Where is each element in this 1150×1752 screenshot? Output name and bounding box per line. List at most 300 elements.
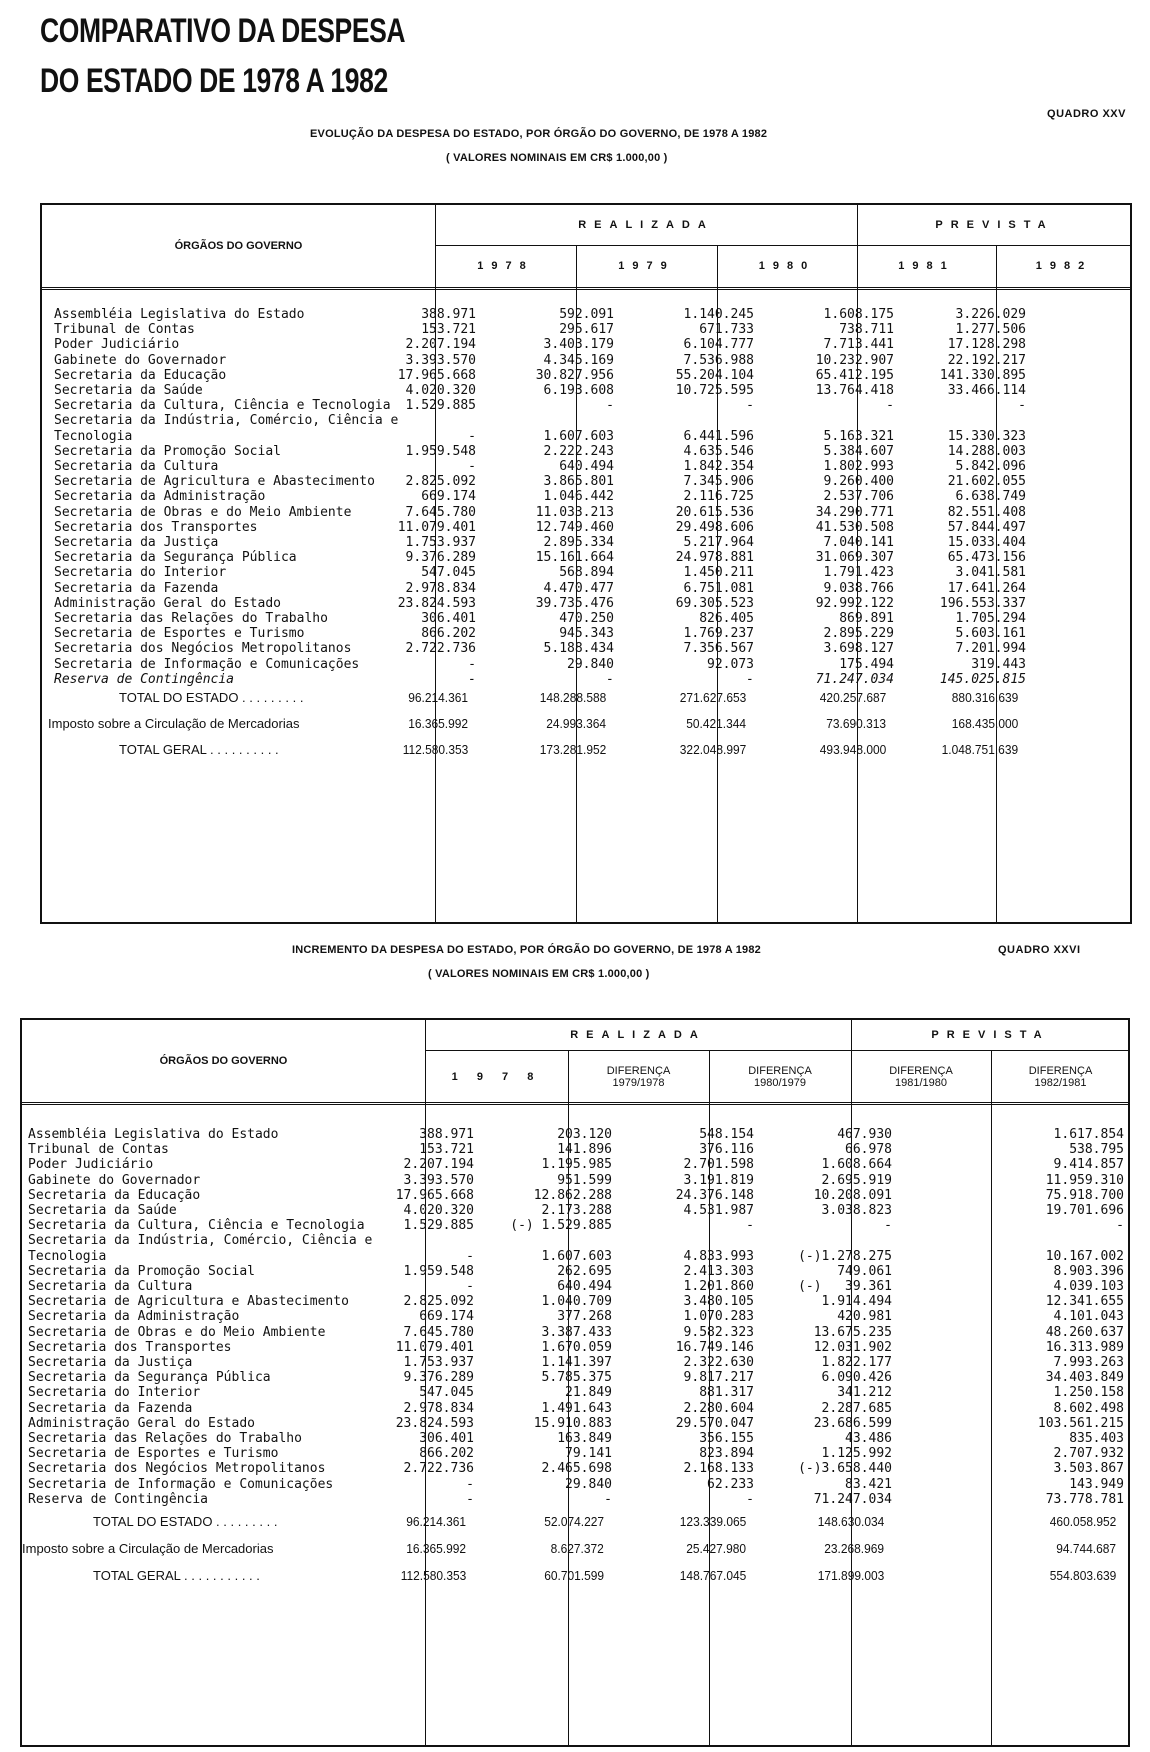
cell-value: 6.090.426 — [821, 1370, 892, 1386]
row-label: Secretaria da Fazenda — [28, 1400, 193, 1416]
cell-value: 1.141.397 — [541, 1355, 612, 1370]
cell-value: - — [466, 1491, 474, 1507]
quadro-xxv-label: QUADRO XXV — [1047, 108, 1126, 120]
total-value: 880.316.639 — [951, 690, 1018, 705]
cell-value: 48.260.637 — [1045, 1324, 1124, 1340]
cell-value: 16.749.146 — [675, 1339, 754, 1355]
cell-value: 376.116 — [699, 1142, 754, 1158]
cell-value: 470.250 — [559, 611, 614, 626]
total-value: 173.281.952 — [539, 742, 606, 757]
cell-value: 22.192.217 — [947, 352, 1026, 368]
header-col-1978: 1 9 7 8 — [451, 1071, 542, 1083]
cell-value: 153.721 — [421, 322, 476, 338]
cell-value: (-)1.278.275 — [798, 1248, 892, 1264]
cell-value: 10.725.595 — [675, 383, 754, 398]
header-year-1979: 1979 — [618, 260, 675, 272]
cell-value: 3.387.433 — [541, 1324, 612, 1340]
cell-value: - — [606, 671, 614, 687]
cell-value: 2.322.630 — [683, 1355, 754, 1370]
table2-subcaption: ( VALORES NOMINAIS EM CR$ 1.000,00 ) — [428, 968, 650, 980]
cell-value: 2.707.932 — [1053, 1446, 1124, 1462]
header-year-1978: 1978 — [477, 260, 534, 272]
row-label: Administração Geral do Estado — [28, 1415, 255, 1431]
cell-value: 3.865.801 — [543, 474, 614, 490]
cell-value: 23.824.593 — [395, 1415, 474, 1431]
cell-value: 5.603.161 — [955, 626, 1026, 642]
cell-value: 640.494 — [559, 459, 614, 474]
page-title-line-1: COMPARATIVO DA DESPESA — [40, 12, 406, 50]
row-label: Reserva de Contingência — [28, 1491, 209, 1507]
cell-value: 11.959.310 — [1045, 1172, 1124, 1188]
cell-value: 1.140.245 — [683, 307, 754, 322]
cell-value: 388.971 — [419, 1127, 474, 1142]
cell-value: (-) 39.361 — [798, 1279, 892, 1294]
cell-value: 306.401 — [419, 1431, 474, 1446]
cell-value: 2.207.194 — [403, 1157, 474, 1173]
cell-value: - — [746, 1491, 754, 1507]
cell-value: 4.101.043 — [1053, 1309, 1124, 1325]
cell-value: 34.403.849 — [1045, 1370, 1124, 1386]
cell-value: 2.722.736 — [405, 641, 476, 657]
cell-value: - — [468, 671, 476, 687]
table-row — [22, 1491, 1128, 1508]
cell-value: 29.840 — [565, 1476, 612, 1492]
cell-value: 11.079.401 — [397, 519, 476, 535]
cell-value: 6.193.608 — [543, 383, 614, 398]
cell-value: 7.645.780 — [403, 1324, 474, 1340]
total-value: 94.744.687 — [1056, 1541, 1116, 1556]
cell-value: 3.393.570 — [405, 352, 476, 368]
row-label: Secretaria dos Transportes — [54, 519, 258, 535]
quadro-xxvi-label: QUADRO XXVI — [998, 944, 1081, 956]
cell-value: 1.753.937 — [403, 1355, 474, 1370]
cell-value: - — [468, 428, 476, 444]
cell-value: 7.536.988 — [683, 352, 754, 368]
total-value: 420.257.687 — [819, 690, 886, 705]
row-label: Secretaria de Informação e Comunicações — [54, 656, 360, 672]
header-line-1: DIFERENÇA — [1028, 1065, 1093, 1077]
total-label: TOTAL DO ESTADO . . . . . . . . . — [119, 690, 304, 705]
cell-value: 12.862.288 — [533, 1187, 612, 1203]
cell-value: 1.529.885 — [405, 398, 476, 414]
row-label: Secretaria de Esportes e Turismo — [28, 1446, 279, 1462]
cell-value: 3.698.127 — [823, 641, 894, 657]
cell-value: 826.405 — [699, 611, 754, 626]
total-label: TOTAL DO ESTADO . . . . . . . . . — [93, 1514, 278, 1529]
cell-value: (-)3.658.440 — [798, 1461, 892, 1477]
cell-value: 951.599 — [557, 1172, 612, 1188]
cell-value: 356.155 — [699, 1431, 754, 1446]
row-label: Secretaria da Promoção Social — [28, 1263, 255, 1279]
row-label: Secretaria das Relações do Trabalho — [28, 1431, 302, 1446]
row-label: Secretaria do Interior — [54, 565, 227, 581]
cell-value: 69.305.523 — [675, 595, 754, 611]
header-line-2: 1982/1981 — [1034, 1077, 1087, 1089]
header-line-1: DIFERENÇA — [748, 1065, 812, 1077]
cell-value: 7.645.780 — [405, 504, 476, 520]
cell-value: 869.891 — [839, 611, 894, 626]
header-line-2: 1981/1980 — [895, 1077, 947, 1089]
cell-value: 57.844.497 — [947, 519, 1026, 535]
cell-value: 141.330.895 — [939, 367, 1026, 383]
row-label: Secretaria da Cultura, Ciência e Tecnologia — [28, 1218, 365, 1234]
cell-value: 1.491.643 — [541, 1400, 612, 1416]
cell-value: 34.290.771 — [815, 504, 894, 520]
header-realizada: REALIZADA — [578, 219, 714, 231]
cell-value: 39.735.476 — [535, 595, 614, 611]
cell-value: 2.168.133 — [683, 1461, 754, 1477]
row-label: Secretaria dos Negócios Metropolitanos — [54, 641, 352, 657]
cell-value: 29.498.606 — [675, 519, 754, 535]
row-label: Secretaria de Obras e do Meio Ambiente — [54, 504, 352, 520]
total-value: 60.701.599 — [544, 1568, 604, 1583]
header-col-diff-1981-1980 — [851, 1054, 991, 1100]
total-label: Imposto sobre a Circulação de Mercadorias — [22, 1541, 274, 1556]
cell-value: 41.530.508 — [815, 519, 894, 535]
cell-value: 17.965.668 — [397, 367, 476, 383]
cell-value: 4.470.477 — [543, 580, 614, 596]
cell-value: 4.345.169 — [543, 352, 614, 368]
cell-value: 19.701.696 — [1045, 1203, 1124, 1218]
cell-value: 5.217.964 — [683, 535, 754, 550]
cell-value: 671.733 — [699, 322, 754, 338]
cell-value: 2.895.334 — [543, 535, 614, 550]
header-prevista: PREVISTA — [931, 1029, 1050, 1041]
header-col-diff-1980-1979 — [709, 1054, 851, 1100]
cell-value: 2.207.194 — [405, 337, 476, 353]
total-value: 168.435.000 — [951, 716, 1018, 731]
header-year-1981: 1981 — [898, 260, 955, 272]
cell-value: - — [1018, 398, 1026, 414]
cell-value: 341.212 — [837, 1385, 892, 1401]
cell-value: 13.675.235 — [813, 1324, 892, 1340]
cell-value: 83.421 — [845, 1476, 892, 1492]
header-orgaos: ÓRGÃOS DO GOVERNO — [174, 240, 303, 252]
cell-value: 7.356.567 — [683, 641, 754, 657]
cell-value: 1.201.860 — [683, 1279, 754, 1294]
cell-value: 1.617.854 — [1053, 1127, 1124, 1142]
table1-subcaption: ( VALORES NOMINAIS EM CR$ 1.000,00 ) — [446, 152, 668, 164]
cell-value: 592.091 — [559, 307, 614, 322]
cell-value: 377.268 — [557, 1309, 612, 1325]
cell-value: 1.802.993 — [823, 459, 894, 474]
cell-value: 73.778.781 — [1045, 1491, 1124, 1507]
header-col-diff-1982-1981 — [991, 1054, 1130, 1100]
cell-value: 9.582.323 — [683, 1324, 754, 1340]
row-label: Secretaria da Promoção Social — [54, 443, 281, 459]
row-label: Tecnologia — [28, 1248, 107, 1264]
cell-value: 17.128.298 — [947, 337, 1026, 353]
cell-value: - — [746, 398, 754, 414]
total-value: 23.268.969 — [824, 1541, 884, 1556]
cell-value: 7.201.994 — [955, 641, 1026, 657]
total-value: 322.048.997 — [679, 742, 746, 757]
cell-value: 92.073 — [707, 656, 754, 672]
header-year-1982: 1982 — [1035, 260, 1093, 272]
cell-value: 29.840 — [567, 656, 614, 672]
cell-value: 10.232.907 — [815, 352, 894, 368]
cell-value: 11.079.401 — [395, 1339, 474, 1355]
cell-value: 749.061 — [837, 1263, 892, 1279]
cell-value: 33.466.114 — [947, 383, 1026, 398]
row-label: Secretaria de Agricultura e Abastecimento — [28, 1294, 349, 1310]
cell-value: 835.403 — [1069, 1431, 1124, 1446]
cell-value: 1.608.175 — [823, 307, 894, 322]
cell-value: 640.494 — [557, 1279, 612, 1294]
total-value: 52.074.227 — [544, 1514, 604, 1529]
cell-value: 1.959.548 — [405, 443, 476, 459]
total-value: 1.048.751.639 — [941, 742, 1018, 757]
total-value: 112.580.353 — [400, 1568, 466, 1583]
cell-value: 17.965.668 — [395, 1187, 474, 1203]
cell-value: 2.701.598 — [683, 1157, 754, 1173]
cell-value: 31.069.307 — [815, 550, 894, 566]
total-value: 271.627.653 — [679, 690, 746, 705]
cell-value: 4.020.320 — [403, 1203, 474, 1218]
cell-value: 4.039.103 — [1053, 1279, 1124, 1294]
cell-value: 3.503.867 — [1053, 1461, 1124, 1477]
cell-value: 1.040.709 — [541, 1294, 612, 1310]
total-value: 148.630.034 — [817, 1514, 884, 1529]
cell-value: 538.795 — [1069, 1142, 1124, 1158]
cell-value: - — [886, 398, 894, 414]
cell-value: 3.403.179 — [543, 337, 614, 353]
cell-value: 175.494 — [839, 656, 894, 672]
cell-value: 1.450.211 — [683, 565, 754, 581]
cell-value: 4.635.546 — [683, 443, 754, 459]
total-value: 73.690.313 — [826, 716, 886, 731]
cell-value: 2.895.229 — [823, 626, 894, 642]
header-realizada: REALIZADA — [570, 1029, 706, 1041]
cell-value: 4.531.987 — [683, 1203, 754, 1218]
cell-value: 23.824.593 — [397, 595, 476, 611]
cell-value: 92.992.122 — [815, 595, 894, 611]
cell-value: 5.842.096 — [955, 459, 1026, 474]
row-label: Secretaria da Saúde — [54, 383, 203, 398]
cell-value: - — [606, 398, 614, 414]
cell-value: 66.978 — [845, 1142, 892, 1158]
row-label: Secretaria da Administração — [54, 489, 266, 505]
row-label: Secretaria da Fazenda — [54, 580, 219, 596]
cell-value: 141.896 — [557, 1142, 612, 1158]
cell-value: 1.791.423 — [823, 565, 894, 581]
table1-caption: EVOLUÇÃO DA DESPESA DO ESTADO, POR ÓRGÃO DO GOVERNO, DE 1978 A 1982 — [310, 128, 768, 140]
total-value: 24.993.364 — [546, 716, 606, 731]
row-label: Secretaria da Administração — [28, 1309, 240, 1325]
row-label: Administração Geral do Estado — [54, 595, 281, 611]
cell-value: 15.033.404 — [947, 535, 1026, 550]
cell-value: 24.978.881 — [675, 550, 754, 566]
table2-header — [22, 1020, 1128, 1105]
cell-value: 1.670.059 — [541, 1339, 612, 1355]
cell-value: 82.551.408 — [947, 504, 1026, 520]
cell-value: 3.480.105 — [683, 1294, 754, 1310]
page-title — [40, 6, 405, 106]
cell-value: 55.204.104 — [675, 367, 754, 383]
cell-value: 103.561.215 — [1037, 1415, 1124, 1431]
cell-value: 5.384.607 — [823, 443, 894, 459]
cell-value: 15.910.883 — [533, 1415, 612, 1431]
cell-value: 866.202 — [419, 1446, 474, 1462]
row-label: Secretaria da Cultura — [54, 459, 219, 474]
header-prevista: PREVISTA — [935, 219, 1054, 231]
cell-value: 13.764.418 — [815, 383, 894, 398]
cell-value: 15.161.664 — [535, 550, 614, 566]
row-label: Secretaria da Saúde — [28, 1203, 177, 1218]
cell-value: 1.842.354 — [683, 459, 754, 474]
table1-header — [42, 205, 1130, 290]
cell-value: 15.330.323 — [947, 428, 1026, 444]
table2-caption: INCREMENTO DA DESPESA DO ESTADO, POR ÓRGÃO DO GOVERNO, DE 1978 A 1982 — [292, 944, 761, 956]
cell-value: 20.615.536 — [675, 504, 754, 520]
cell-value: 3.038.823 — [821, 1203, 892, 1218]
header-line-1: DIFERENÇA — [606, 1065, 671, 1077]
row-label: Secretaria de Agricultura e Abastecimento — [54, 474, 375, 490]
cell-value: 568.894 — [559, 565, 614, 581]
cell-value: 2.722.736 — [403, 1461, 474, 1477]
row-label: Assembléia Legislativa do Estado — [54, 307, 305, 322]
cell-value: 9.817.217 — [683, 1370, 754, 1386]
cell-value: 2.537.706 — [823, 489, 894, 505]
cell-value: 6.751.081 — [683, 580, 754, 596]
cell-value: 17.641.264 — [947, 580, 1026, 596]
cell-value: 2.413.303 — [683, 1263, 754, 1279]
total-value: 50.421.344 — [686, 716, 746, 731]
cell-value: 1.914.494 — [821, 1294, 892, 1310]
cell-value: 738.711 — [839, 322, 894, 338]
cell-value: 30.827.956 — [535, 367, 614, 383]
cell-value: 669.174 — [419, 1309, 474, 1325]
cell-value: 547.045 — [419, 1385, 474, 1401]
cell-value: 3.226.029 — [955, 307, 1026, 322]
header-line-1: DIFERENÇA — [889, 1065, 953, 1077]
header-col-diff-1979-1978 — [568, 1054, 709, 1100]
cell-value: 1.753.937 — [405, 535, 476, 550]
cell-value: 262.695 — [557, 1263, 612, 1279]
total-estado-row — [22, 1513, 1128, 1530]
total-geral-row — [22, 1567, 1128, 1584]
total-value: 123.339.065 — [679, 1514, 746, 1529]
cell-value: 62.233 — [707, 1476, 754, 1492]
cell-value: 9.376.289 — [403, 1370, 474, 1386]
row-label: Gabinete do Governador — [54, 352, 227, 368]
row-label: Secretaria da Indústria, Comércio, Ciência e — [28, 1233, 373, 1249]
cell-value: 2.287.685 — [821, 1400, 892, 1416]
cell-value: - — [466, 1248, 474, 1264]
cell-value: - — [468, 459, 476, 474]
cell-value: 7.040.141 — [823, 535, 894, 550]
cell-value: - — [746, 671, 754, 687]
page-title-line-2: DO ESTADO DE 1978 A 1982 — [40, 62, 388, 100]
total-value: 8.627.372 — [550, 1541, 604, 1556]
cell-value: 2.173.288 — [541, 1203, 612, 1218]
header-orgaos: ÓRGÃOS DO GOVERNO — [159, 1055, 288, 1067]
row-label: Secretaria do Interior — [28, 1385, 201, 1401]
total-value: 96.214.361 — [408, 690, 468, 705]
cell-value: 866.202 — [421, 626, 476, 642]
total-label: TOTAL GERAL . . . . . . . . . . . — [93, 1568, 260, 1583]
cell-value: - — [1116, 1218, 1124, 1234]
cell-value: - — [466, 1476, 474, 1492]
cell-value: 23.686.599 — [813, 1415, 892, 1431]
cell-value: 1.529.885 — [403, 1218, 474, 1234]
row-label: Secretaria da Cultura — [28, 1279, 193, 1294]
cell-value: 1.277.506 — [955, 322, 1026, 338]
cell-value: 12.341.655 — [1045, 1294, 1124, 1310]
cell-value: 1.125.992 — [821, 1446, 892, 1462]
cell-value: 43.486 — [845, 1431, 892, 1446]
header-line-2: 1979/1978 — [612, 1077, 665, 1089]
cell-value: 2.978.834 — [403, 1400, 474, 1416]
expenditure-increment-table — [20, 1018, 1130, 1747]
cell-value: 24.376.148 — [675, 1187, 754, 1203]
cell-value: 1.822.177 — [821, 1355, 892, 1370]
cell-value: 1.195.985 — [541, 1157, 612, 1173]
cell-value: 12.749.460 — [535, 519, 614, 535]
cell-value: 3.041.581 — [955, 565, 1026, 581]
row-label: Assembléia Legislativa do Estado — [28, 1127, 279, 1142]
cell-value: 1.959.548 — [403, 1263, 474, 1279]
cell-value: 10.167.002 — [1045, 1248, 1124, 1264]
cell-value: 1.705.294 — [955, 611, 1026, 626]
cell-value: 163.849 — [557, 1431, 612, 1446]
row-label: Secretaria dos Negócios Metropolitanos — [28, 1461, 326, 1477]
total-geral-row — [42, 741, 1130, 758]
cell-value: 75.918.700 — [1045, 1187, 1124, 1203]
cell-value: 5.785.375 — [541, 1370, 612, 1386]
cell-value: 16.313.989 — [1045, 1339, 1124, 1355]
total-label: TOTAL GERAL . . . . . . . . . . — [119, 742, 279, 757]
row-label: Secretaria das Relações do Trabalho — [54, 611, 328, 626]
cell-value: 5.163.321 — [823, 428, 894, 444]
row-label: Secretaria da Educação — [54, 367, 227, 383]
cell-value: 4.020.320 — [405, 383, 476, 398]
cell-value: 1.046.442 — [543, 489, 614, 505]
row-label: Secretaria dos Transportes — [28, 1339, 232, 1355]
row-label: Tecnologia — [54, 428, 133, 444]
header-line-2: 1980/1979 — [754, 1077, 806, 1089]
cell-value: 2.825.092 — [405, 474, 476, 490]
cell-value: 2.825.092 — [403, 1294, 474, 1310]
cell-value: 10.208.091 — [813, 1187, 892, 1203]
cell-value: 6.638.749 — [955, 489, 1026, 505]
cell-value: 203.120 — [557, 1127, 612, 1142]
table-row — [42, 671, 1130, 688]
cell-value: 2.695.919 — [821, 1172, 892, 1188]
cell-value: 2.978.834 — [405, 580, 476, 596]
cell-value: 2.222.243 — [543, 443, 614, 459]
icms-row — [42, 715, 1130, 732]
cell-value: 12.031.902 — [813, 1339, 892, 1355]
cell-value: 9.414.857 — [1053, 1157, 1124, 1173]
cell-value: 881.317 — [699, 1385, 754, 1401]
total-value: 16.365.992 — [406, 1541, 466, 1556]
header-year-1980: 1980 — [758, 260, 816, 272]
row-label: Reserva de Contingência — [54, 671, 235, 687]
cell-value: 79.141 — [565, 1446, 612, 1462]
cell-value: 5.188.434 — [543, 641, 614, 657]
row-label: Poder Judiciário — [28, 1157, 154, 1173]
cell-value: 14.288.003 — [947, 443, 1026, 459]
row-label: Tribunal de Contas — [54, 322, 195, 338]
row-label: Poder Judiciário — [54, 337, 180, 353]
cell-value: - — [468, 656, 476, 672]
cell-value: (-) 1.529.885 — [510, 1218, 612, 1234]
cell-value: 21.602.055 — [947, 474, 1026, 490]
row-label: Secretaria da Justiça — [54, 535, 219, 550]
expenditure-evolution-table — [40, 203, 1132, 924]
cell-value: - — [746, 1218, 754, 1234]
